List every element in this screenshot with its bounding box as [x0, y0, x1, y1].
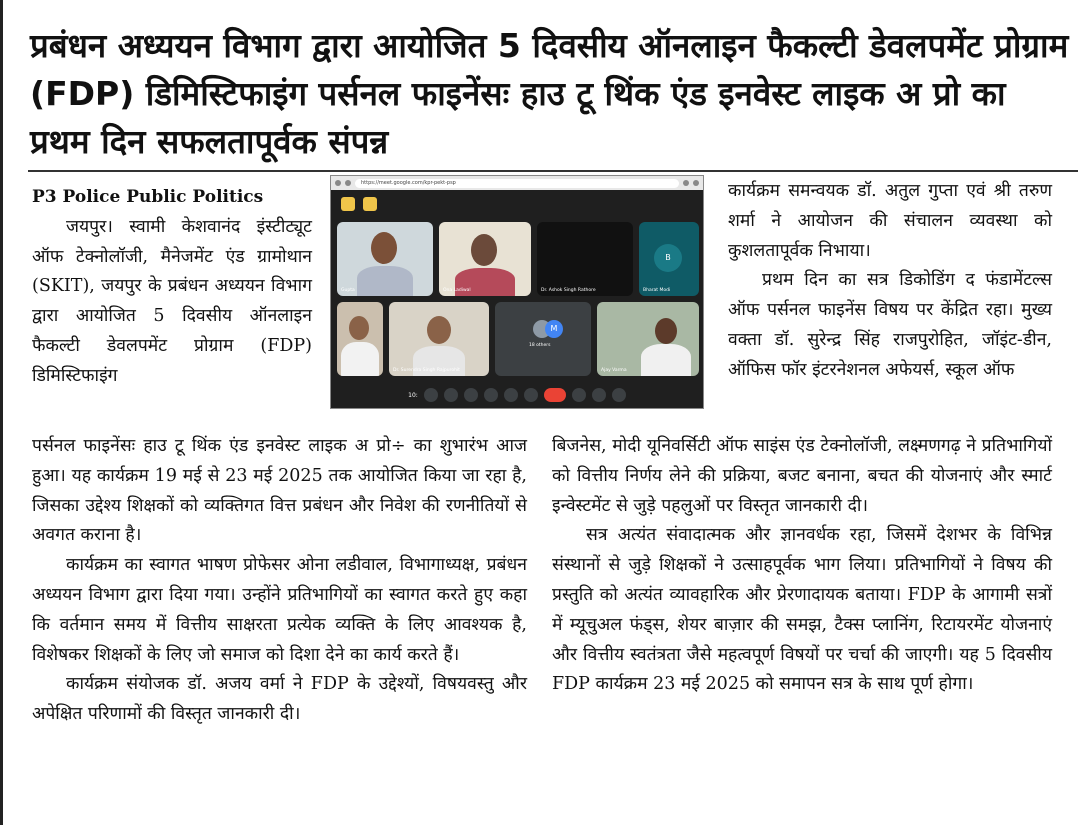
participant-face [655, 318, 677, 344]
paragraph: सत्र अत्यंत संवादात्मक और ज्ञानवर्धक रहा, जिसमें देशभर के विभिन्न संस्थानों से जुड़े शिक्षकों ने उत्साहपूर्वक भाग लिया। प्रतिभागियों ने विषय की प्रस्तुति को अत्यंत व्यावहारिक और प्रेरणादायक बताया। FDP के आगामी सत्रों में म्यूचुअल फंड्स, शेयर बाज़ार की समझ, टैक्स प्लानिंग, रिटायरमेंट योजनाएं और वित्तीय स्वतंत्रता जैसे महत्वपूर्ण विषयों पर चर्चा की जाएगी। यह 5 दिवसीय FDP कार्यक्रम 23 मई 2025 को समापन सत्र के साथ पूर्ण होगा। [552, 525, 1052, 695]
participant-face [349, 316, 369, 340]
participant-name: Ajay Varma [601, 368, 627, 373]
column-left-top [32, 183, 312, 392]
paragraph: पर्सनल फाइनेंसः हाउ टू थिंक एंड इनवेस्ट लाइक अ प्रो÷ का शुभारंभ आज हुआ। यह कार्यक्रम 19 मई से 23 मई 2025 तक आयोजित किया जा रहा है, जिसका उद्देश्य शिक्षकों को व्यक्तिगत वित्त प्रबंधन और निवेश की रणनीतियों से अवगत कराना है। [32, 436, 527, 546]
page-border [0, 0, 3, 825]
participant-name: Dr. Surendra Singh Rajpurohit [393, 368, 460, 373]
chat-icon [612, 388, 626, 402]
url-bar: https://meet.google.com/kpr-pekt-psp [355, 179, 679, 188]
participant-tile [337, 222, 433, 296]
column-left-bottom [32, 432, 527, 730]
meeting-controls [331, 382, 703, 408]
participant-body [341, 342, 379, 376]
participant-name: Dr. Ashok Singh Rathore [541, 288, 596, 293]
headline: प्रबंधन अध्ययन विभाग द्वारा आयोजित 5 दिवसीय ऑनलाइन फैकल्टी डेवलपमेंट प्रोग्राम (FDP) डिमिस्टिफाइंग पर्सनल फाइनेंसः हाउ टू थिंक एंड इनवेस्ट लाइक अ प्रो का प्रथम दिन सफलतापूर्वक संपन्न [30, 26, 1069, 161]
participant-name: Gupta [341, 288, 355, 293]
meeting-clock: 10: [408, 391, 418, 399]
participant-body [357, 266, 413, 296]
avatar: B [654, 244, 682, 272]
present-icon [504, 388, 518, 402]
column-right-top [728, 177, 1052, 386]
meeting-screenshot [330, 175, 704, 409]
paragraph: प्रथम दिन का सत्र डिकोडिंग द फंडामेंटल्स ऑफ पर्सनल फाइनेंस विषय पर केंद्रित रहा। मुख्य वक्ता डॉ. सुरेन्द्र सिंह राजपुरोहित, जॉइंट-डीन, ऑफिस फॉर इंटरनेशनल अफेयर्स, स्कूल ऑफ [728, 270, 1052, 380]
participant-tile [639, 222, 699, 296]
participant-face [371, 232, 397, 264]
profile-icon [693, 180, 699, 186]
captions-icon [464, 388, 478, 402]
participant-tile [495, 302, 591, 376]
emoji-icon [484, 388, 498, 402]
browser-bar [331, 176, 703, 190]
reload-icon [345, 180, 351, 186]
camera-icon [444, 388, 458, 402]
mic-icon [424, 388, 438, 402]
end-call-icon [544, 388, 566, 402]
participant-tile [337, 302, 383, 376]
participant-tile [389, 302, 489, 376]
paragraph: जयपुर। स्वामी केशवानंद इंस्टीट्यूट ऑफ टेक्नोलॉजी, मैनेजमेंट एंड ग्रामोथान (SKIT), जयपुर के प्रबंधन अध्ययन विभाग द्वारा आयोजित 5 दिवसीय ऑनलाइन फैकल्टी डेवलपमेंट प्रोग्राम (FDP) डिमिस्टिफाइंग [32, 216, 312, 386]
headline-rule [28, 170, 1078, 172]
participant-name: Ona Ladiwal [443, 288, 471, 293]
participant-body [641, 344, 691, 376]
people-icon [592, 388, 606, 402]
raise-hand-icon [524, 388, 538, 402]
document-icon [363, 197, 377, 211]
participant-tile [439, 222, 531, 296]
participant-tile [537, 222, 633, 296]
folder-icon [341, 197, 355, 211]
back-icon [335, 180, 341, 186]
avatar: M [545, 320, 563, 338]
star-icon [683, 180, 689, 186]
participant-face [427, 316, 451, 344]
paragraph: कार्यक्रम संयोजक डॉ. अजय वर्मा ने FDP के उद्देश्यों, विषयवस्तु और अपेक्षित परिणामों की विस्तृत जानकारी दी। [32, 674, 527, 725]
paragraph: बिजनेस, मोदी यूनिवर्सिटी ऑफ साइंस एंड टेक्नोलॉजी, लक्ष्मणगढ़ ने प्रतिभागियों को वित्तीय निर्णय लेने की प्रक्रिया, बजट बनाना, बचत की योजनाएं और स्मार्ट इन्वेस्टमेंट से जुड़े पहलुओं पर विस्तृत जानकारी दी। [552, 436, 1052, 516]
column-right-bottom [552, 432, 1052, 700]
info-icon [572, 388, 586, 402]
meeting-header [331, 190, 703, 220]
participant-name: Bharat Modi [643, 288, 671, 293]
byline: P3 Police Public Politics [32, 187, 264, 207]
participant-face [471, 234, 497, 266]
participant-tile [597, 302, 699, 376]
participant-name: 18 others [529, 343, 551, 348]
paragraph: कार्यक्रम का स्वागत भाषण प्रोफेसर ओना लडीवाल, विभागाध्यक्ष, प्रबंधन अध्ययन विभाग द्वारा दिया गया। उन्होंने प्रतिभागियों का स्वागत करते हुए कहा कि वर्तमान समय में वित्तीय साक्षरता प्रत्येक व्यक्ति के लिए आवश्यक है, विशेषकर शिक्षकों के लिए जो समाज को दिशा देने का कार्य करते हैं। [32, 555, 527, 665]
paragraph: कार्यक्रम समन्वयक डॉ. अतुल गुप्ता एवं श्री तरुण शर्मा ने आयोजन की संचालन व्यवस्था को कुशलतापूर्वक निभाया। [728, 181, 1052, 261]
